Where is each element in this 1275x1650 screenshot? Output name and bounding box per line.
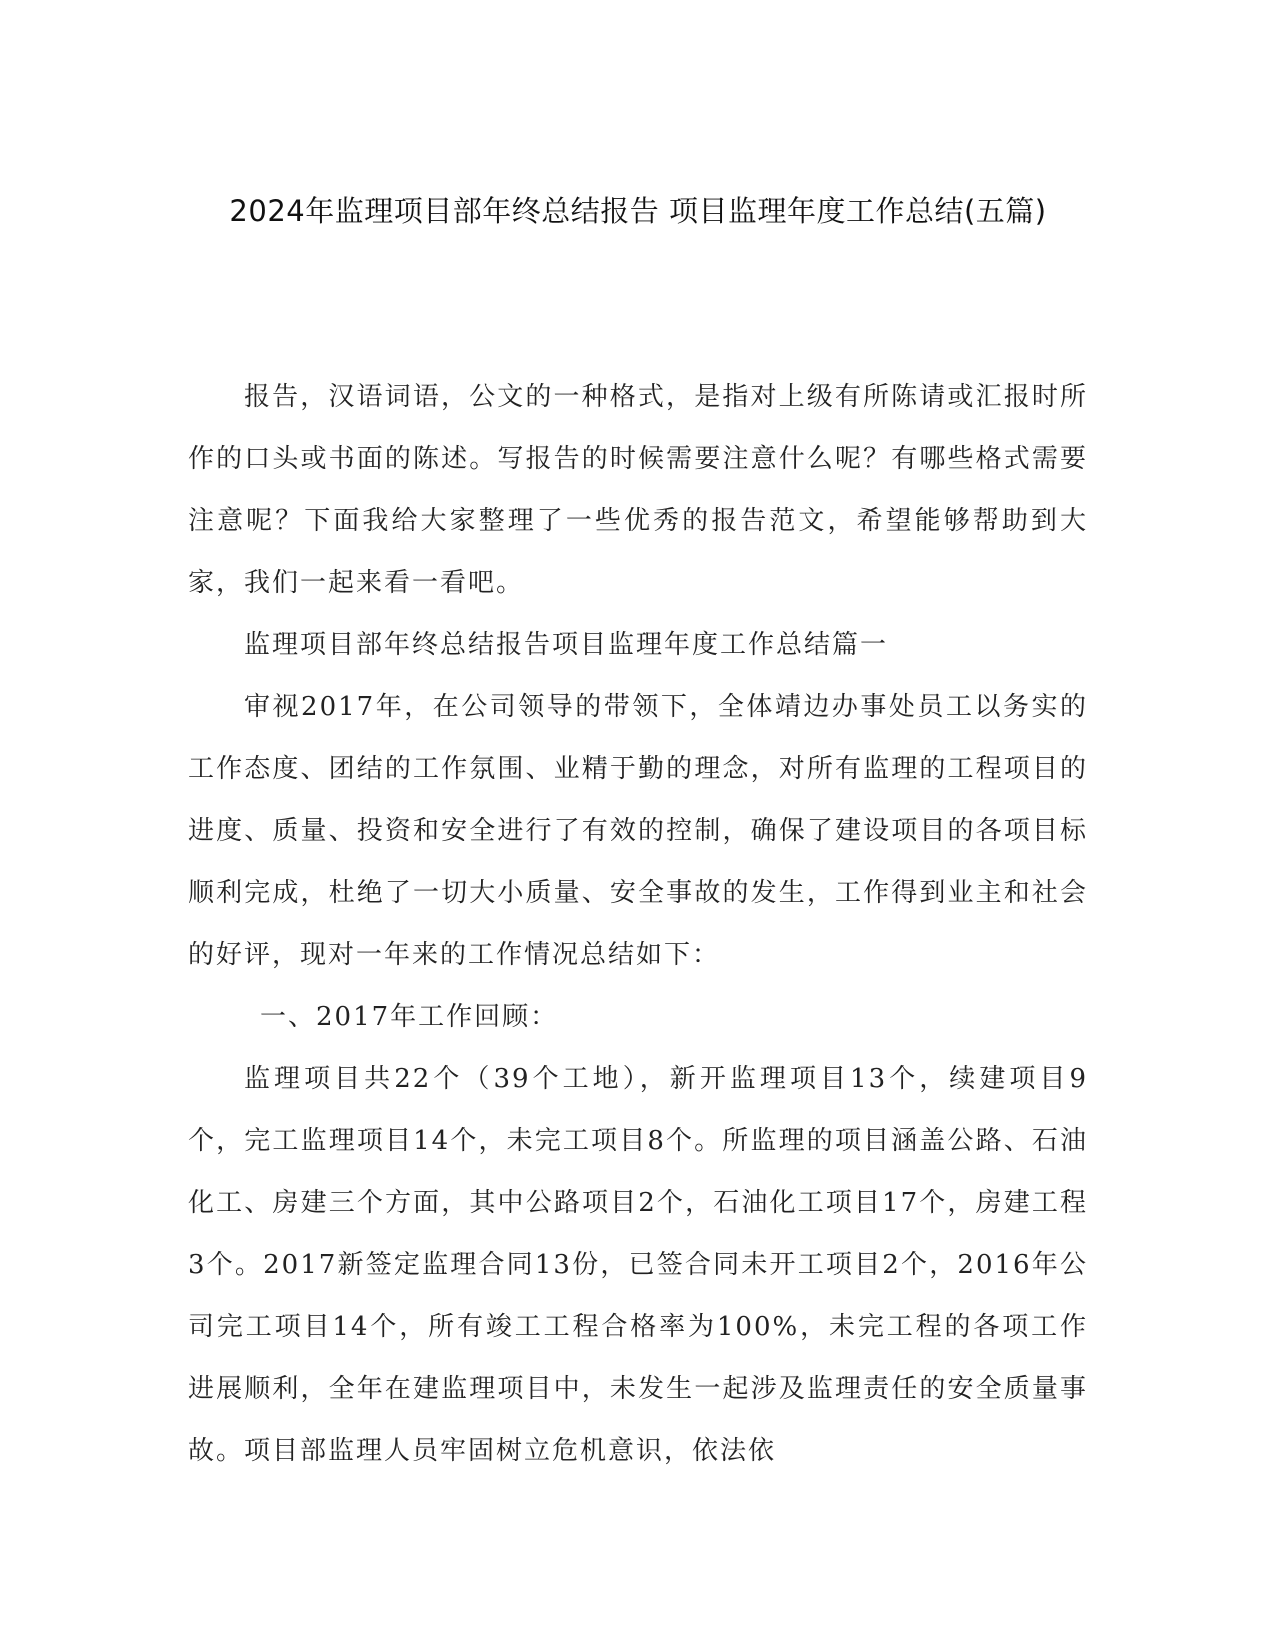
body-paragraph-1: 审视2017年，在公司领导的带领下，全体靖边办事处员工以务实的工作态度、团结的工作氛围、业精于勤的理念，对所有监理的工程项目的进度、质量、投资和安全进行了有效的控制，确保了建设项目的各项目标顺利完成，杜绝了一切大小质量、安全事故的发生，工作得到业主和社会的好评，现对一年来的工作情况总结如下：: [188, 692, 1088, 970]
intro-paragraph: 报告，汉语词语，公文的一种格式，是指对上级有所陈请或汇报时所作的口头或书面的陈述。写报告的时候需要注意什么呢？有哪些格式需要注意呢？下面我给大家整理了一些优秀的报告范文，希望能够帮助到大家，我们一起来看一看吧。: [188, 382, 1088, 598]
section-title: 监理项目部年终总结报告项目监理年度工作总结篇一: [244, 630, 889, 660]
body-paragraph-2: 监理项目共22个（39个工地），新开监理项目13个，续建项目9个，完工监理项目14个，未完工项目8个。所监理的项目涵盖公路、石油化工、房建三个方面，其中公路项目2个，石油化工项目17个，房建工程3个。2017新签定监理合同13份，已签合同未开工项目2个，2016年公司完工项目14个，所有竣工工程合格率为100%，未完工程的各项工作进展顺利，全年在建监理项目中，未发生一起涉及监理责任的安全质量事故。项目部监理人员牢固树立危机意识，依法依: [188, 1064, 1088, 1466]
document-body: [188, 366, 1088, 1482]
section-heading-1: 一、2017年工作回顾：: [260, 1002, 559, 1032]
document-title: 2024年监理项目部年终总结报告 项目监理年度工作总结(五篇): [229, 194, 1047, 228]
